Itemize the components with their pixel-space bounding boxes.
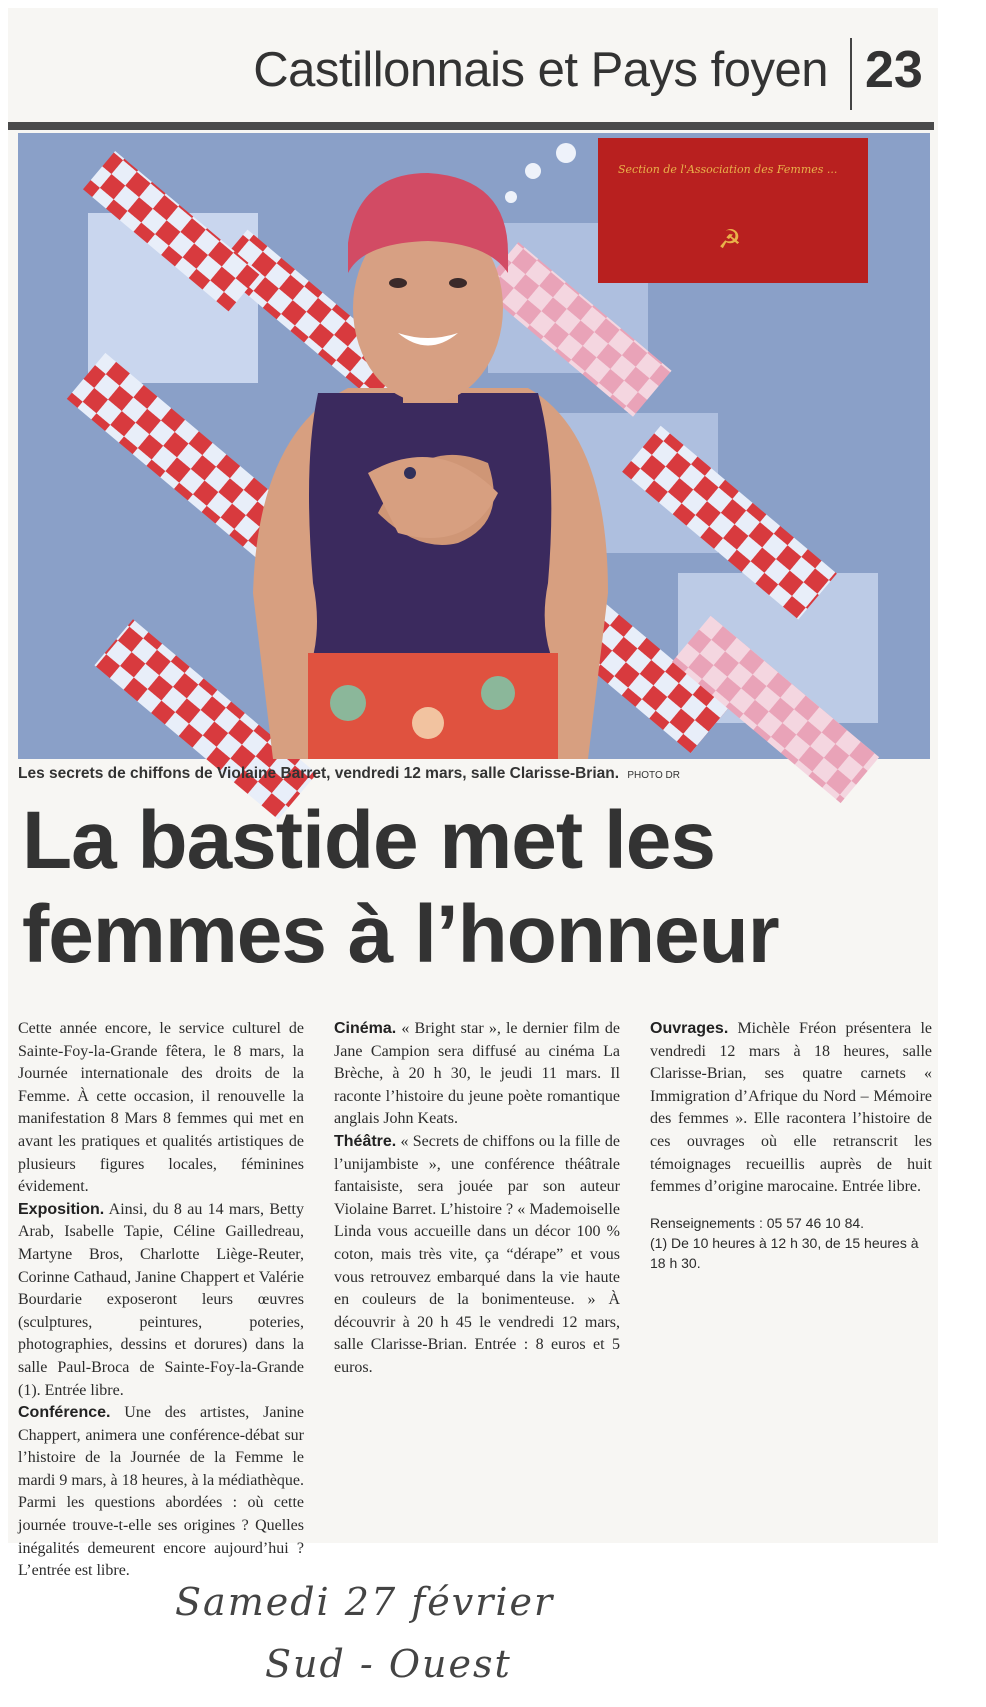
article-column-2 (334, 1018, 620, 1528)
conference-text: Une des artistes, Janine Chappert, animera une conférence-débat sur l’histoire de la Journée de la Femme le mardi 9 mars, à 18 heures, à la médiathèque. Parmi les questions abordées : où cette journée trouve-t-elle ses origines ? Quelles inégalités demeurent encore aujourd’hui ? L’entrée est libre. (18, 1404, 304, 1580)
masthead-divider (850, 38, 852, 110)
article-column-1 (18, 1018, 304, 1580)
ouvrages-text: Michèle Fréon présentera le vendredi 12 mars à 18 heures, salle Clarisse-Brian, ses quatre carnets « Immigration d’Afrique du Nord – Mémoire des femmes ». Elle racontera l’histoire de ces ouvrages où elle retranscrit les témoignages recueillis auprès de huit femmes d’origine marocaine. Entrée libre. (650, 1020, 932, 1196)
theatre-paragraph (334, 1131, 620, 1380)
conference-paragraph (18, 1402, 304, 1583)
photo-caption (18, 765, 930, 783)
info-phone: Renseignements : 05 57 46 10 84. (650, 1214, 865, 1231)
ouvrages-paragraph (650, 1018, 932, 1199)
red-banner (598, 138, 868, 283)
ouvrages-lead: Ouvrages. (650, 1020, 729, 1037)
conference-lead: Conférence. (18, 1404, 111, 1422)
masthead-rule (8, 122, 934, 130)
caption-text: Les secrets de chiffons de Violaine Barret, vendredi 12 mars, salle Clarisse-Brian. (18, 765, 620, 782)
cinema-paragraph (334, 1018, 620, 1131)
page-number: 23 (865, 41, 923, 99)
article-headline (22, 794, 932, 982)
intro-paragraph: Cette année encore, le service culturel de Sainte-Foy-la-Grande fêtera, le 8 mars, la Journée internationale des droits de la Femme. À cette occasion, il renouvelle la manifestation 8 Mars 8 femmes qui met en avant les pratiques et qualités artistiques de plusieurs figures locales, féminines évidement. (18, 1020, 304, 1196)
article-column-3 (650, 1018, 932, 1528)
exposition-lead: Exposition. (18, 1200, 105, 1218)
section-title: Castillonnais et Pays foyen (253, 43, 828, 97)
handwritten-note (0, 1560, 986, 1700)
info-block (650, 1213, 932, 1273)
cinema-lead: Cinéma. (334, 1020, 397, 1037)
exposition-text: Ainsi, du 8 au 14 mars, Betty Arab, Isabelle Tapie, Céline Gailledreau, Martyne Bros, Charlotte Liège-Reuter, Corinne Cathaud, Janine Chappert et Valérie Bourdarie exposeront leurs œuvres (sculptures, peintures, poteries, photographies, dessins et dorures) dans la salle Paul-Broca de Sainte-Foy-la-Grande (1). Entrée libre. (18, 1200, 304, 1399)
headline-line-1: La bastide met les (22, 795, 715, 886)
handwritten-date: Samedi 27 février (175, 1580, 555, 1624)
info-hours: (1) De 10 heures à 12 h 30, de 15 heures à 18 h 30. (650, 1234, 919, 1271)
theatre-lead: Théâtre. (334, 1132, 397, 1150)
svg-text:☭: ☭ (718, 225, 742, 255)
article-photo (18, 133, 930, 759)
newspaper-clipping (8, 8, 938, 1580)
headline-line-2: femmes à l’honneur (22, 889, 779, 980)
photo-credit: PHOTO DR (627, 770, 680, 781)
exposition-paragraph (18, 1199, 304, 1402)
masthead (8, 28, 938, 108)
handwritten-source: Sud - Ouest (265, 1642, 512, 1686)
cinema-text: « Bright star », le dernier film de Jane Campion sera diffusé au cinéma La Brèche, à 20 h 30, le jeudi 11 mars. Il raconte l’histoire du jeune poète romantique anglais John Keats. (334, 1020, 620, 1128)
article-body (18, 1018, 933, 1580)
theatre-text: « Secrets de chiffons ou la fille de l’unijambiste », une conférence théâtrale fantaisiste, sera jouée par son auteur Violaine Barret. L’histoire ? « Mademoiselle Linda vous accueille dans un décor 100 % coton, mais très vite, ça “dérape” et vous vous retrouvez embarqué dans la vie haute en couleurs de la bonimenteuse. » À découvrir à 20 h 45 le vendredi 12 mars, salle Clarisse-Brian. Entrée : 8 euros et 5 euros. (334, 1132, 620, 1376)
banner-text: Section de l'Association des Femmes ... (618, 163, 838, 176)
